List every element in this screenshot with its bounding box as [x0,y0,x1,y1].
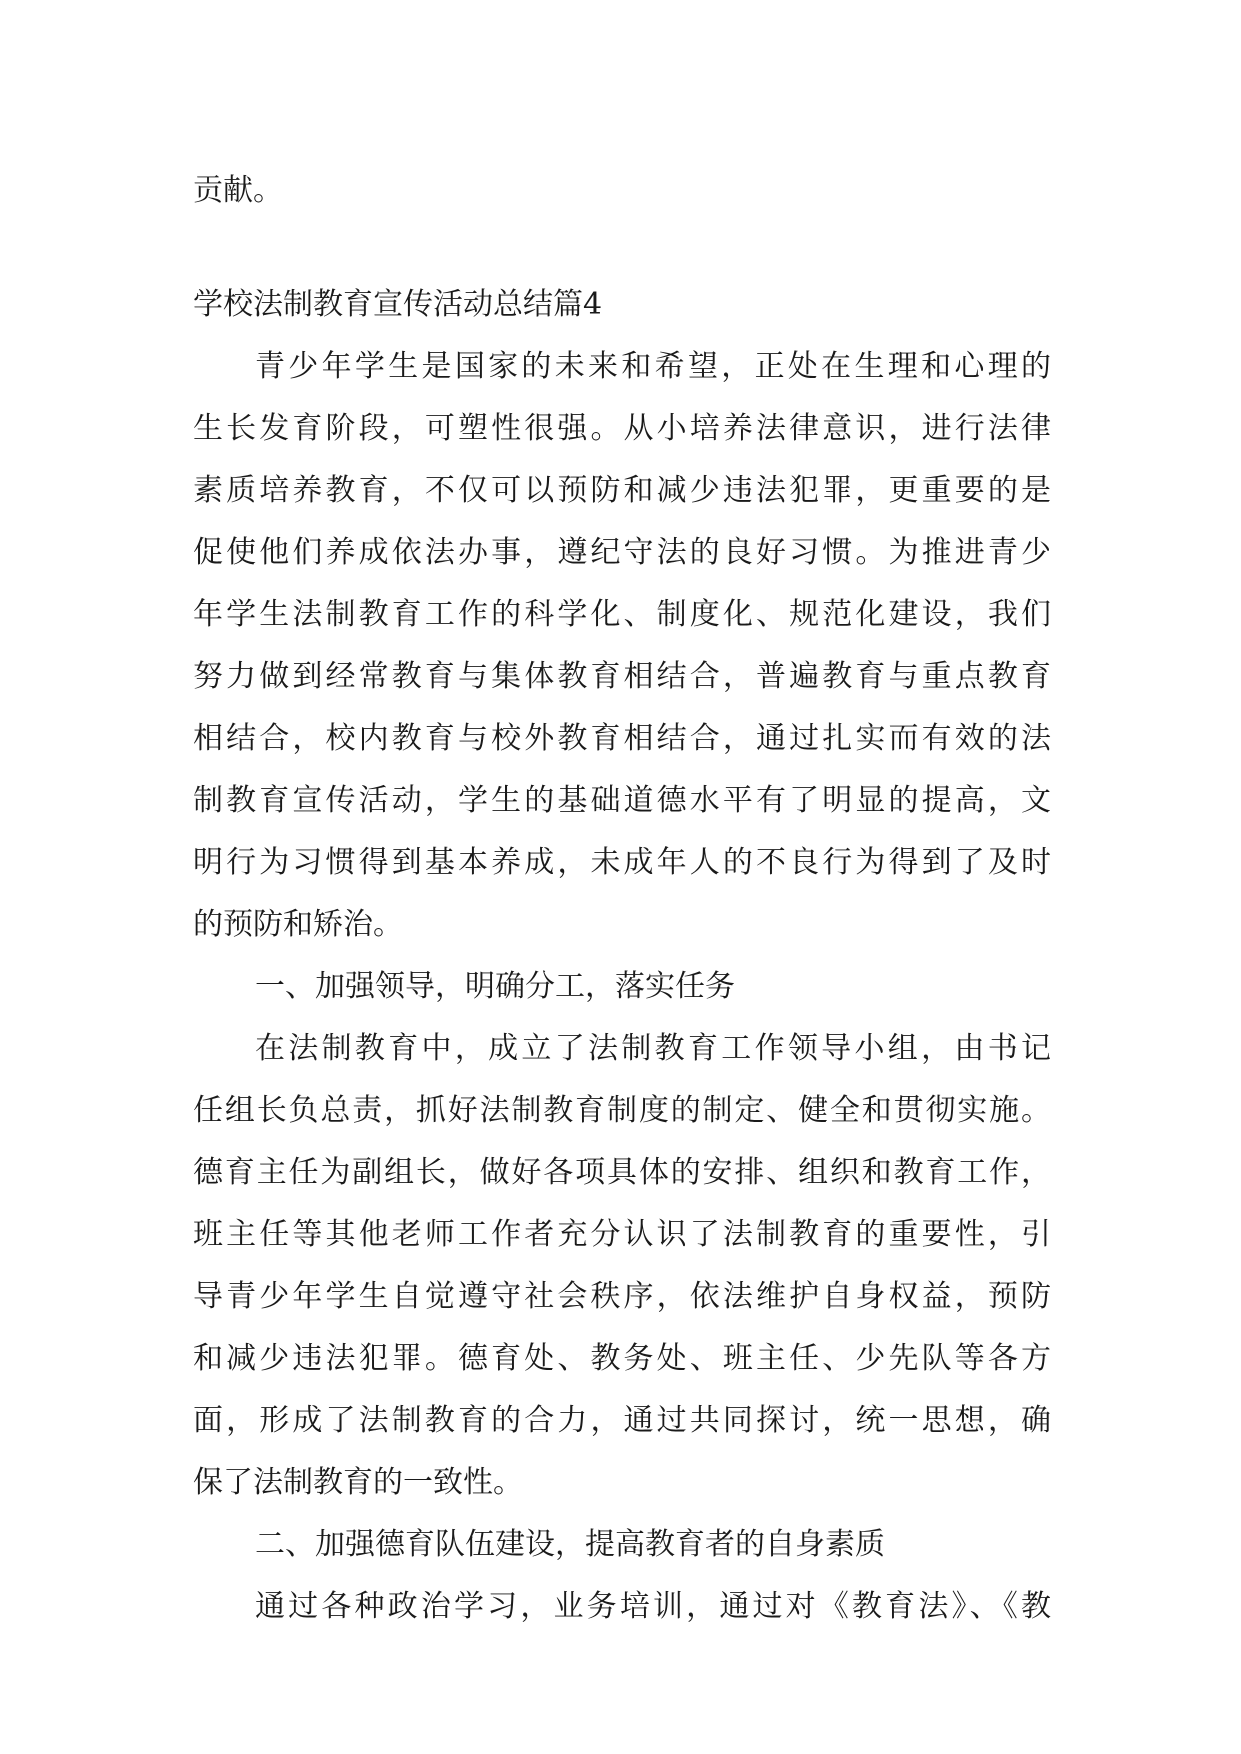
paragraph-line: 努力做到经常教育与集体教育相结合，普遍教育与重点教育 [193,659,1051,694]
paragraph-line: 年学生法制教育工作的科学化、制度化、规范化建设，我们 [193,597,1051,632]
paragraph-line: 生长发育阶段，可塑性很强。从小培养法律意识，进行法律 [193,411,1051,446]
paragraph-line: 明行为习惯得到基本养成，未成年人的不良行为得到了及时 [193,845,1051,880]
paragraph-line: 在法制教育中，成立了法制教育工作领导小组，由书记 [255,1031,1051,1066]
paragraph-line: 德育主任为副组长，做好各项具体的安排、组织和教育工作， [193,1155,1051,1190]
section-heading-2: 二、加强德育队伍建设，提高教育者的自身素质 [255,1527,885,1562]
paragraph-line: 和减少违法犯罪。德育处、教务处、班主任、少先队等各方 [193,1341,1051,1376]
paragraph-line: 素质培养教育，不仅可以预防和减少违法犯罪，更重要的是 [193,473,1051,508]
section-title: 学校法制教育宣传活动总结篇4 [193,287,603,322]
paragraph-line: 通过各种政治学习，业务培训，通过对《教育法》、《教 [255,1589,1051,1624]
text-line-continuation: 贡献。 [193,173,283,208]
paragraph-line: 相结合，校内教育与校外教育相结合，通过扎实而有效的法 [193,721,1051,756]
paragraph-gap [193,222,1051,274]
paragraph-line: 任组长负总责，抓好法制教育制度的制定、健全和贯彻实施。 [193,1093,1051,1128]
paragraph-line: 班主任等其他老师工作者充分认识了法制教育的重要性，引 [193,1217,1051,1252]
paragraph-line: 面，形成了法制教育的合力，通过共同探讨，统一思想，确 [193,1403,1051,1438]
paragraph-line: 青少年学生是国家的未来和希望，正处在生理和心理的 [255,349,1051,384]
paragraph-line: 导青少年学生自觉遵守社会秩序，依法维护自身权益，预防 [193,1279,1051,1314]
section-heading-1: 一、加强领导，明确分工，落实任务 [255,969,735,1004]
paragraph-line: 保了法制教育的一致性。 [193,1465,523,1500]
paragraph-line: 的预防和矫治。 [193,907,403,942]
paragraph-line: 促使他们养成依法办事，遵纪守法的良好习惯。为推进青少 [193,535,1051,570]
document-page [193,160,1051,1638]
paragraph-line: 制教育宣传活动，学生的基础道德水平有了明显的提高，文 [193,783,1051,818]
